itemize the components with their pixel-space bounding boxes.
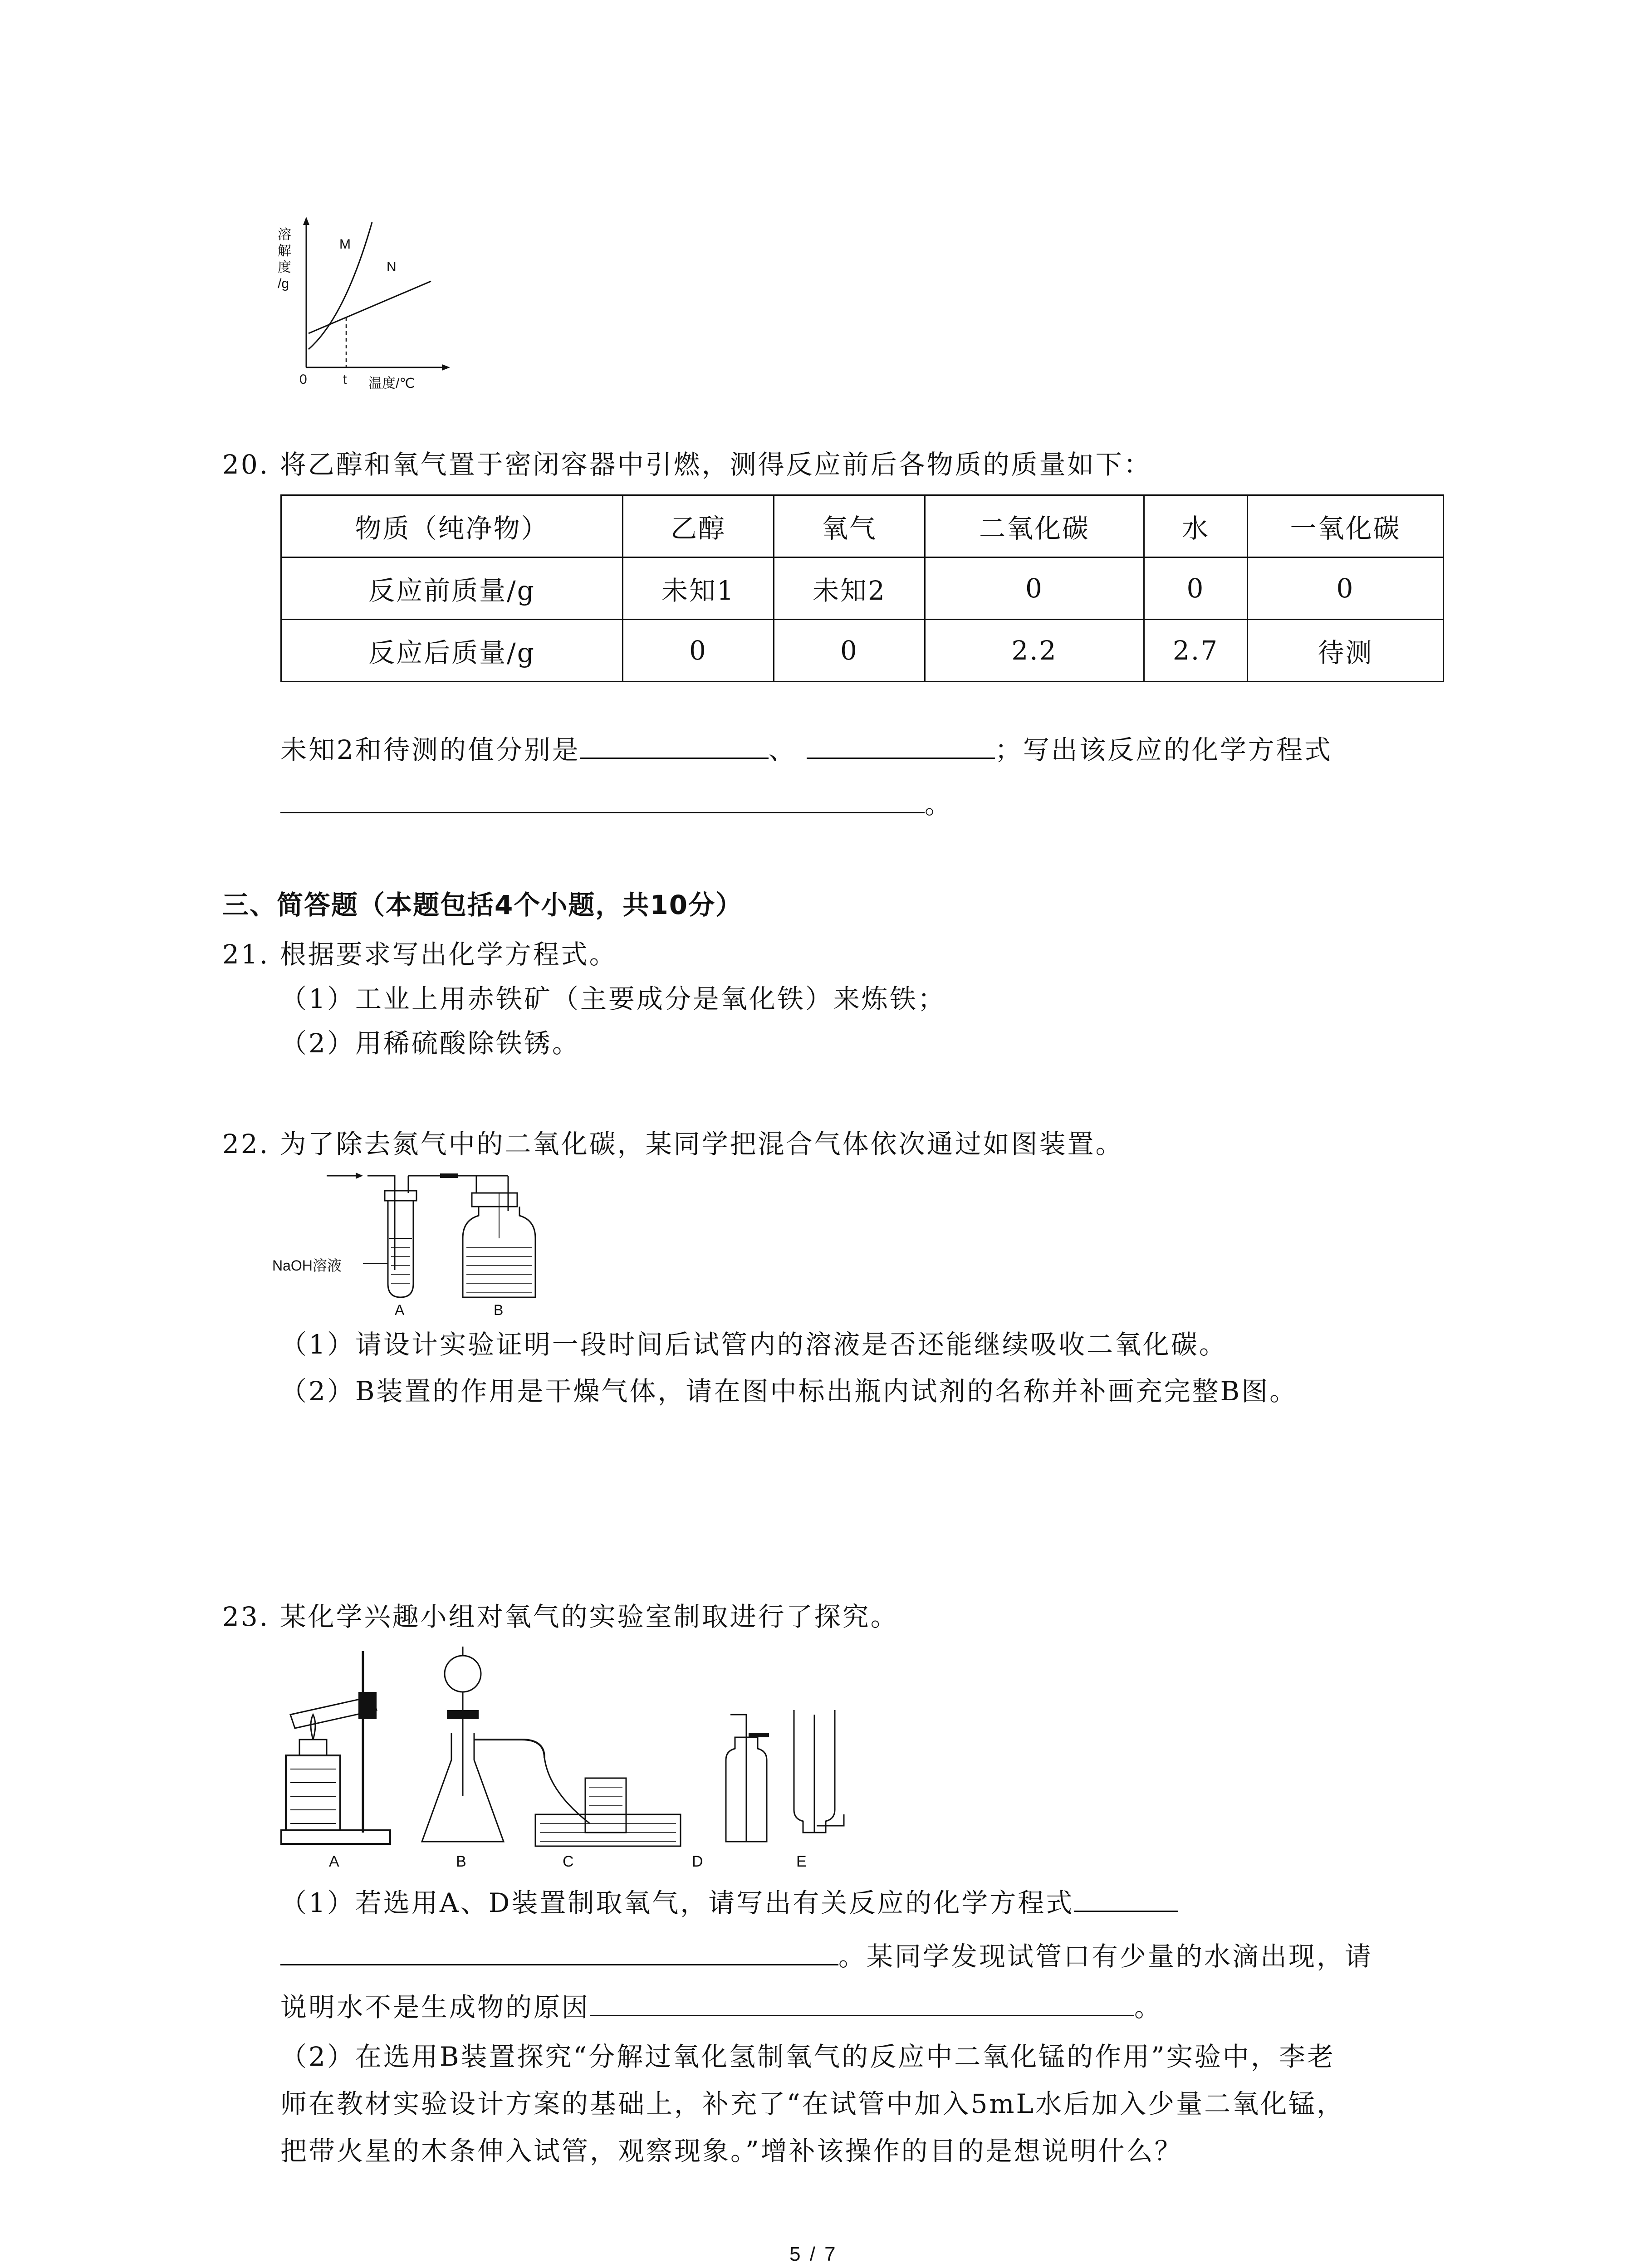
page-number: 5 / 7 [789,2243,838,2265]
table-cell: 反应后质量/g [281,620,623,682]
section3-title: 三、简答题（本题包括4个小题，共10分） [222,890,743,920]
q20-equation-line [280,785,953,823]
table-header-cell: 物质（纯净物） [281,495,623,557]
q22-part1: （1）请设计实验证明一段时间后试管内的溶液是否还能继续吸收二氧化碳。 [280,1329,1227,1360]
curve-m-label: M [339,237,351,252]
q23-fig-label-c: C [563,1853,574,1870]
naoh-label: NaOH溶液 [272,1257,342,1274]
q20-ask-line [280,730,1332,769]
table-cell: 反应前质量/g [281,557,623,620]
q20-end-mark: 。 [925,789,953,820]
table-header-cell: 氧气 [774,495,925,557]
table-cell: 待测 [1248,620,1444,682]
q23-fig-label-d: D [692,1853,703,1870]
table-row [281,620,1444,682]
table-header-cell: 乙醇 [623,495,774,557]
graph-x-arrow [442,364,450,371]
table-cell: 0 [774,620,925,682]
q23-fig-label-b: B [456,1853,466,1870]
q23-apparatus-figure [272,1642,862,1878]
q22-text: 22. 为了除去氮气中的二氧化碳，某同学把混合气体依次通过如图装置。 [222,1129,1124,1159]
q21-text: 21. 根据要求写出化学方程式。 [222,939,617,970]
table-cell: 2.7 [1144,620,1248,682]
graph-ylabel: 溶 解 度 /g [278,227,291,291]
curve-n [309,281,431,333]
table-header-cell: 二氧化碳 [925,495,1144,557]
q23-fig-label-e: E [796,1853,807,1870]
table-cell: 未知1 [623,557,774,620]
fig-label-b: B [494,1302,504,1318]
table-cell: 0 [623,620,774,682]
q20-blank-measure[interactable] [807,730,995,759]
fig-label-a: A [395,1302,405,1318]
table-cell: 0 [1248,557,1444,620]
q23-p1-c: 说明水不是生成物的原因 [280,1992,590,2023]
q23-apparatus-svg [272,1642,862,1878]
q23-p2-line2: 师在教材实验设计方案的基础上，补充了“在试管中加入5mL水后加入少量二氧化锰， [280,2088,1345,2119]
q20-blank-unknown2[interactable] [580,730,769,759]
q23-p2-line3: 把带火星的木条伸入试管，观察现象。”增补该操作的目的是想说明什么？ [280,2136,1183,2166]
q21-part1: （1）工业上用赤铁矿（主要成分是氧化铁）来炼铁； [280,983,946,1014]
q23-p1-end: 。 [1134,1992,1163,2023]
table-cell: 0 [925,557,1144,620]
q23-blank-reason[interactable] [590,1988,1134,2016]
q23-p1-b: 。某同学发现试管口有少量的水滴出现，请 [838,1941,1373,1972]
q22-apparatus-figure [272,1166,590,1329]
q23-blank-equation-b[interactable] [280,1937,838,1965]
table-cell: 0 [1144,557,1248,620]
q23-p1-line3 [280,1988,1162,2026]
table-header-cell: 水 [1144,495,1248,557]
q20-ask-part2: ；写出该反应的化学方程式 [994,734,1332,765]
table-cell: 未知2 [774,557,925,620]
q20-text: 20. 将乙醇和氧气置于密闭容器中引燃，测得反应前后各物质的质量如下： [222,449,1152,480]
table-row [281,557,1444,620]
graph-xlabel: 温度/℃ [368,376,415,391]
q23-p1-line2 [280,1937,1373,1975]
q21-part2: （2）用稀硫酸除铁锈。 [280,1028,580,1059]
table-cell: 2.2 [925,620,1144,682]
q23-p2-line1: （2）在选用B装置探究“分解过氧化氢制氧气的反应中二氧化锰的作用”实验中，李老 [280,2041,1335,2072]
table-header-cell: 一氧化碳 [1248,495,1444,557]
q23-p1-line1 [280,1883,1178,1922]
q20-ask-part1: 未知2和待测的值分别是 [280,734,580,765]
mass-table [280,494,1444,682]
curve-n-label: N [387,259,397,274]
q23-blank-equation-a[interactable] [1074,1883,1178,1912]
solubility-graph [236,213,472,395]
q23-p1-a: （1）若选用A、D装置制取氧气，请写出有关反应的化学方程式 [280,1887,1074,1918]
t-label: t [343,372,347,387]
graph-y-arrow [303,217,309,225]
q20-blank-equation[interactable] [280,785,925,813]
q22-apparatus-svg [272,1166,590,1329]
table-header-row [281,495,1444,557]
q23-fig-label-a: A [329,1853,339,1870]
origin-label: 0 [299,372,307,387]
q20-ask-sep: 、 [768,734,797,765]
q23-text: 23. 某化学兴趣小组对氧气的实验室制取进行了探究。 [222,1601,899,1632]
q22-part2: （2）B装置的作用是干燥气体，请在图中标出瓶内试剂的名称并补画充完整B图。 [280,1376,1298,1407]
solubility-graph-svg [236,213,472,395]
